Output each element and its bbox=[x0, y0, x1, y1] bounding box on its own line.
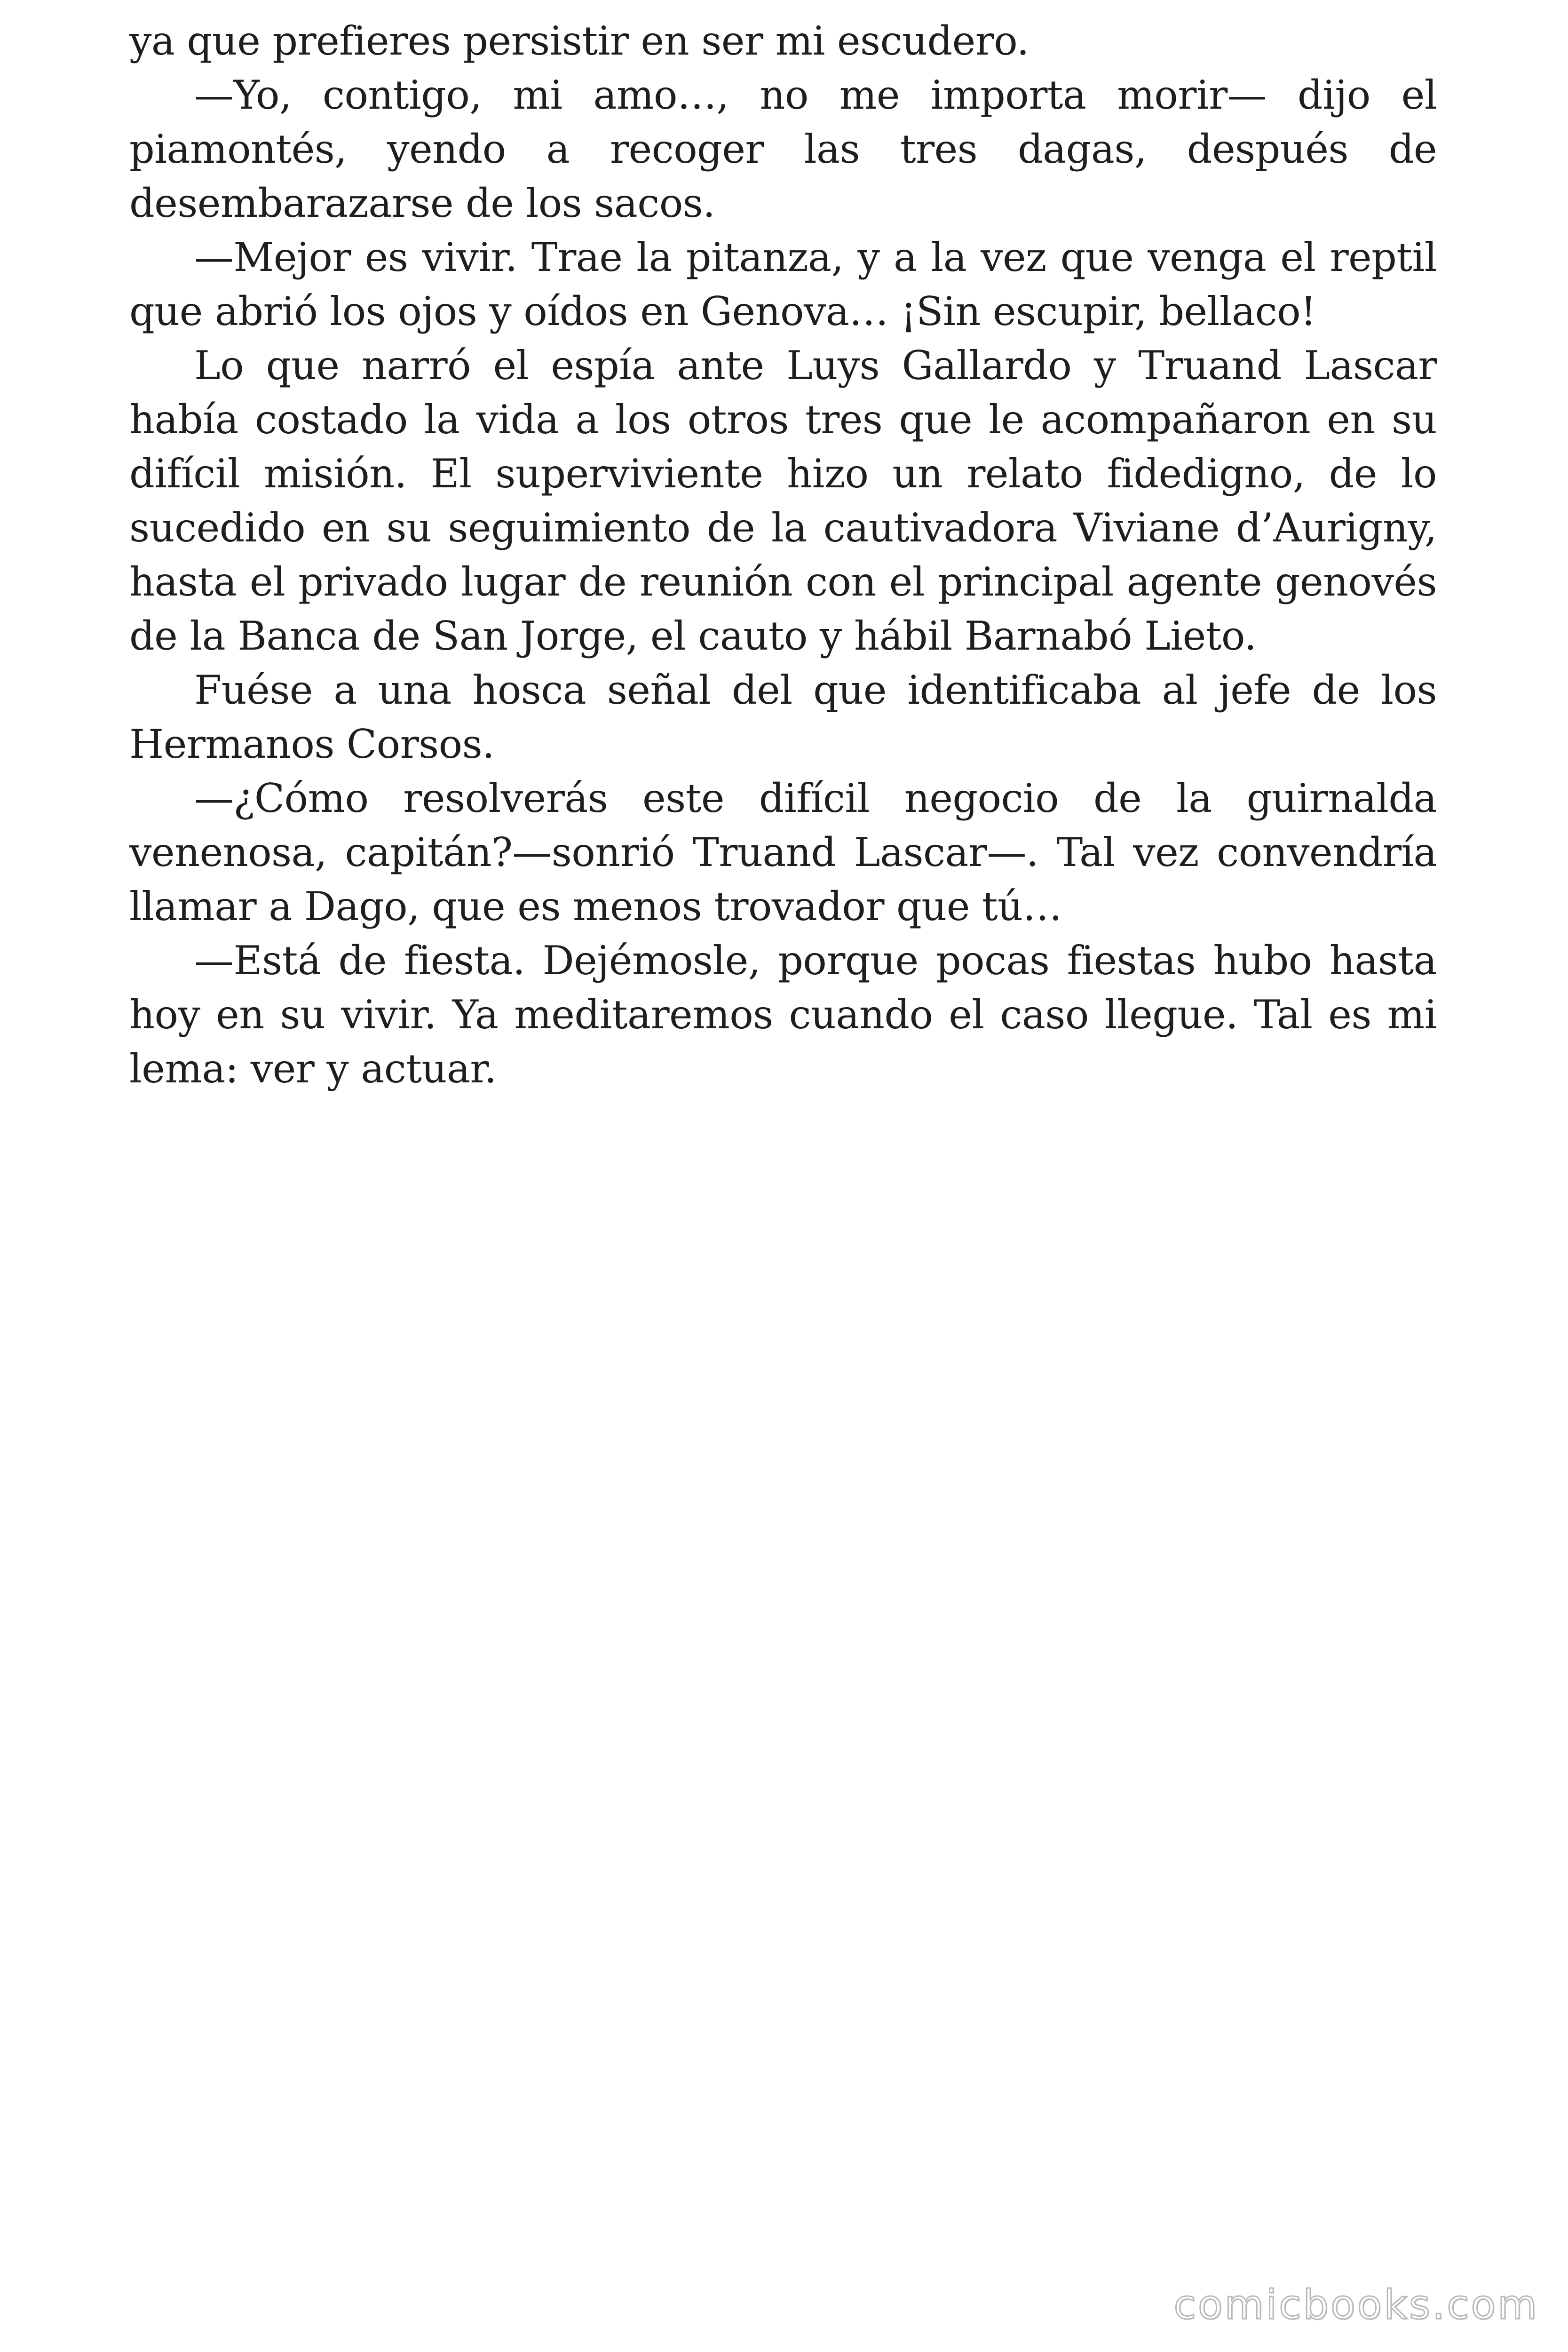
paragraph-dialogue-yo-contigo: —Yo, contigo, mi amo…, no me importa morir— dijo el piamontés, yendo a recoger las tres dagas, después de desembarazarse de los sacos. bbox=[129, 72, 1437, 226]
paragraph-dialogue-como-resolveras: —¿Cómo resolverás este difícil negocio de la guirnalda venenosa, capitán?—sonrió Truand Lascar—. Tal vez convendría llamar a Dago, que es menos trovador que tú… bbox=[129, 775, 1437, 930]
watermark-logo: comicbooks.com bbox=[1173, 2281, 1539, 2328]
paragraph-continuation: ya que prefieres persistir en ser mi escudero. bbox=[129, 18, 1029, 64]
paragraph-narration-fuese: Fuése a una hosca señal del que identificaba al jefe de los Hermanos Corsos. bbox=[129, 667, 1437, 767]
paragraph-dialogue-esta-de-fiesta: —Está de fiesta. Dejémosle, porque pocas fiestas hubo hasta hoy en su vivir. Ya meditaremos cuando el caso llegue. Tal es mi lema: ver y actuar. bbox=[129, 938, 1437, 1092]
body-text bbox=[129, 14, 1437, 1096]
paragraph-narration-espia: Lo que narró el espía ante Luys Gallardo y Truand Lascar había costado la vida a los otros tres que le acompañaron en su difícil misión. El superviviente hizo un relato fidedigno, de lo sucedido en su seguimiento de la cautivadora Viviane d’Aurigny, hasta el privado lugar de reunión con el principal agente genovés de la Banca de San Jorge, el cauto y hábil Barnabó Lieto. bbox=[129, 342, 1437, 659]
paragraph-dialogue-mejor-es-vivir: —Mejor es vivir. Trae la pitanza, y a la vez que venga el reptil que abrió los ojos y oídos en Genova… ¡Sin escupir, bellaco! bbox=[129, 234, 1437, 334]
